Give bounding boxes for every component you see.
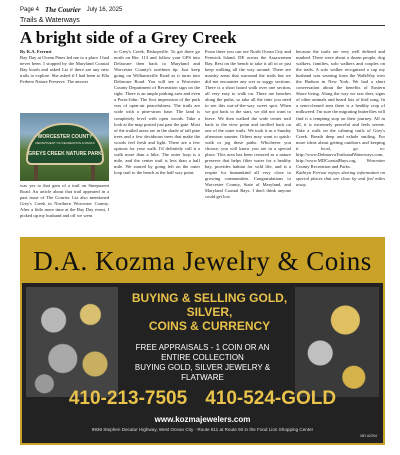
ad-appraisal-line: FLATWARE [181,373,224,382]
phone-number-2[interactable]: 410-524-GOLD [205,388,337,409]
article-column-1 [20,49,109,113]
article-headline: A bright side of a Grey Creek [20,28,237,47]
article-text: was yes to that gem of a trail on Sinepuxent Road. An article about that trail appeared in a past issue of The Courier. Liz also mentioned Grey's Creek in Northern Worcester County. After a little more time at the Bay Day event, I picked up my husband and off we went [20,183,109,219]
article-text: because the trails are very well defined and marked. There were about a dozen people, dog walkers, families, solo walkers and couples on the trails. A solo walker recognized a cap my husband was wearing from the WalkWay over the Hudson in New York. We had a short conversation about the benefits of Eastern Shore living. Along the way we saw deer, signs of other animals and heard lots of bird song. In a semi-cleared area there is a healthy crop of milkweed. I'm sure the migrating butterflies will find it a tempting stop on their journey. All in all, it is extremely peaceful and feels serene. Take a walk on the calming trails of Grey's Creek. Breath deep and exhale smiling. For more ideas about getting outdoors and keeping it local, go to: http://www.DelmarvaTrailsandWaterways.com, http://www.MDCoastalBays.org, Worcester County Recreation and Parks. [296,49,385,169]
ad-buying-line: BUYING & SELLING GOLD, SILVER, [131,291,288,319]
article-column-1-continued [20,183,109,233]
article-column-4 [296,49,385,233]
page-header [20,6,385,14]
article-text: Bay Day at Ocean Pines led me to a place I had never been. I stopped by the Maryland Coastal Bay booth and asked Liz if there are any new trails to explore. She asked if I had been to Ella Ferbere Nature Preserve. The answer [20,55,109,85]
issue-date: July 16, 2025 [86,7,123,13]
ad-license-code: MD #2294 [360,434,377,438]
ad-title: D.A. Kozma Jewelry & Coins [22,239,383,283]
article-text: to Grey's Creek, Bishopville. To get there go north on Rte. 113 and follow your GPS into Delaware then back to Maryland and Worcester County's northern tip. Just keep going on Williamsville Road as it turns into Delaware Road. You will see a Worcester County Department of Recreation sign on the right. There is an ample parking area and even a Porta-John. The first impression of the park was of open-air peacefulness. The trails are wide with a pine-straw base. The land is completely level with open woods. Take a look at the map posted just past the gate. Most of the trailed areas are in the shade of tall pine trees and a few deciduous trees that make the woods feel fresh and light. There are a few options for your walk. I'd definitely call it a walk more than a hike. The outer loop is a mile, and the center trail is less than a half mile. We started by going left on the outer loop trail to the bench at the half way point. [114,49,200,175]
publication-name: The Courier [45,6,81,14]
sign-text: DEPARTMENT OF RECREATION & PARKS [35,141,95,145]
ad-buying-line: COINS & CURRENCY [148,319,271,333]
ad-address: 9936 Stephen Decatur Highway, West Ocean City · Route 611 at Route 50 in the Food Lion Shopping Center [91,427,314,432]
ad-appraisal-line: FREE APPRAISALS - 1 COIN OR AN [135,343,270,352]
byline: By K.A. Ferrusi [20,49,52,54]
phone-number-1[interactable]: 410-213-7505 [68,388,188,409]
article-text: From there you can see North Ocean City and Fenwick Island, DE across the Assawoman Bay. Rest on the bench to take it all in or just keep walking all the way around. There are marshy areas that surround the trails but we did not encounter any wet or soggy sections. There is a short board walk over one section, all very easy to walk on. There are benches along the paths, so take all the time you need to see this out-of-the-way sweet spot. When we got back to the start, we did not want to leave. We then walked the wide center trail back to the view point and strolled back on one of the outer trails. We took it as a Sunday afternoon saunter. Others may want to quick-walk or jog these paths. Whichever you choose, you will know you are in a special place. This area has been restored as a nature preserve that helps filter water for a healthy bay, provides habitat for wild life, and is a respite for humankind all very close to growing communities. Congratulations to Worcester County, State of Maryland, and Maryland Coastal Bays. I don't think anyone could get lost [205,49,291,200]
ad-phone-numbers [22,387,383,411]
ad-appraisal-line: BUYING GOLD, SILVER JEWELRY & [134,363,271,372]
author-note: Kathryn Ferrusi enjoys sharing information on special places that are close by and feel miles away. [296,169,385,188]
jewelry-advertisement [20,237,385,445]
ad-appraisals [22,343,383,383]
sign-text: GREYS CREEK NATURE PARK [28,151,102,157]
ad-buying-text [122,291,297,333]
article-column-3 [205,49,291,233]
article-column-2 [114,49,200,233]
park-sign [26,123,104,165]
ad-appraisal-line: ENTIRE COLLECTION [161,353,244,362]
section-label: Trails & Waterways [20,17,385,26]
page-number: Page 4 [20,7,40,13]
park-sign-photo [20,113,109,181]
ad-website-link[interactable]: www.kozmajewelers.com [154,415,251,424]
sign-text: WORCESTER COUNTY [37,134,93,140]
